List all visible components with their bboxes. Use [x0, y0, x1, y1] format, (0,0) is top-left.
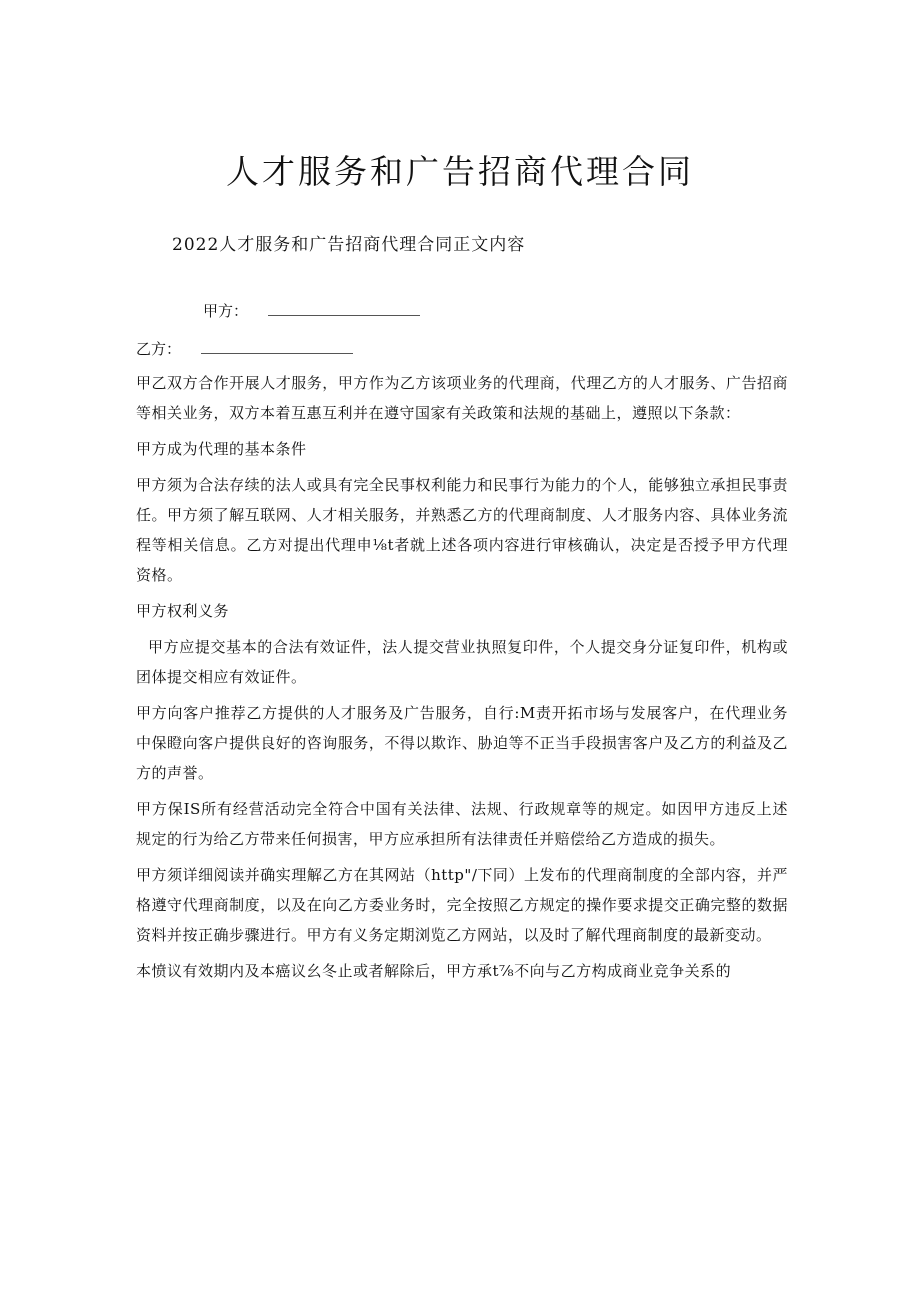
paragraph-documents: 甲方应提交基本的合法有效证件，法人提交营业执照复印件，个人提交身分证复印件，机构或团体提交相应有效证件。 — [136, 638, 788, 686]
paragraph-intro: 甲乙双方合作开展人才服务，甲方作为乙方该项业务的代理商，代理乙方的人才服务、广告招商等相关业务，双方本着互惠互利并在遵守国家有关政策和法规的基础上，遵照以下条款： — [136, 374, 788, 422]
party-a-label: 甲方： — [203, 302, 249, 320]
paragraph-website: 甲方须详细阅读并确实理解乙方在其网站（http"/下同）上发布的代理商制度的全部内容，并严格遵守代理商制度，以及在向乙方委业务时，完全按照乙方规定的操作要求提交正确完整的数据资料并按正确步骤进行。甲方有义务定期浏览乙方网站，以及时了解代理商制度的最新变动。 — [136, 866, 788, 944]
party-b-label: 乙方： — [136, 340, 182, 358]
paragraph-noncompete: 本愤议有效期内及本癌议幺冬止或者解除后，甲方承t⅞不向与乙方构成商业竞争关系的 — [136, 962, 732, 980]
paragraph-compliance: 甲方保IS所有经营活动完全符合中国有关法律、法规、行政规章等的规定。如因甲方违反上述规定的行为给乙方带来任何损害，甲方应承担所有法律责任并赔偿给乙方造成的损失。 — [136, 800, 788, 848]
document-subtitle: 2022人才服务和广告招商代理合同正文内容 — [172, 235, 526, 255]
section-heading-conditions: 甲方成为代理的基本条件 — [136, 440, 307, 458]
contract-body — [136, 368, 788, 992]
party-a-blank — [268, 301, 420, 316]
party-a-line — [203, 300, 420, 321]
document-title: 人才服务和广告招商代理合同 — [226, 152, 694, 191]
paragraph-recommend: 甲方向客户推荐乙方提供的人才服务及广告服务，自行:M责开拓市场与发展客户，在代理业务中保瞪向客户提供良好的咨询服务，不得以欺诈、胁迫等不正当手段损害客户及乙方的利益及乙方的声誉。 — [136, 704, 788, 782]
paragraph-conditions: 甲方须为合法存续的法人或具有完全民事权利能力和民事行为能力的个人，能够独立承担民事责任。甲方须了解互联网、人才相关服务，并熟悉乙方的代理商制度、人才服务内容、具体业务流程等相关信息。乙方对提出代理申⅛t者就上述各项内容进行审核确认，决定是否授予甲方代理资格。 — [136, 476, 788, 584]
party-b-line — [136, 338, 353, 359]
party-b-blank — [201, 339, 353, 354]
section-heading-rights: 甲方权利义务 — [136, 602, 230, 620]
